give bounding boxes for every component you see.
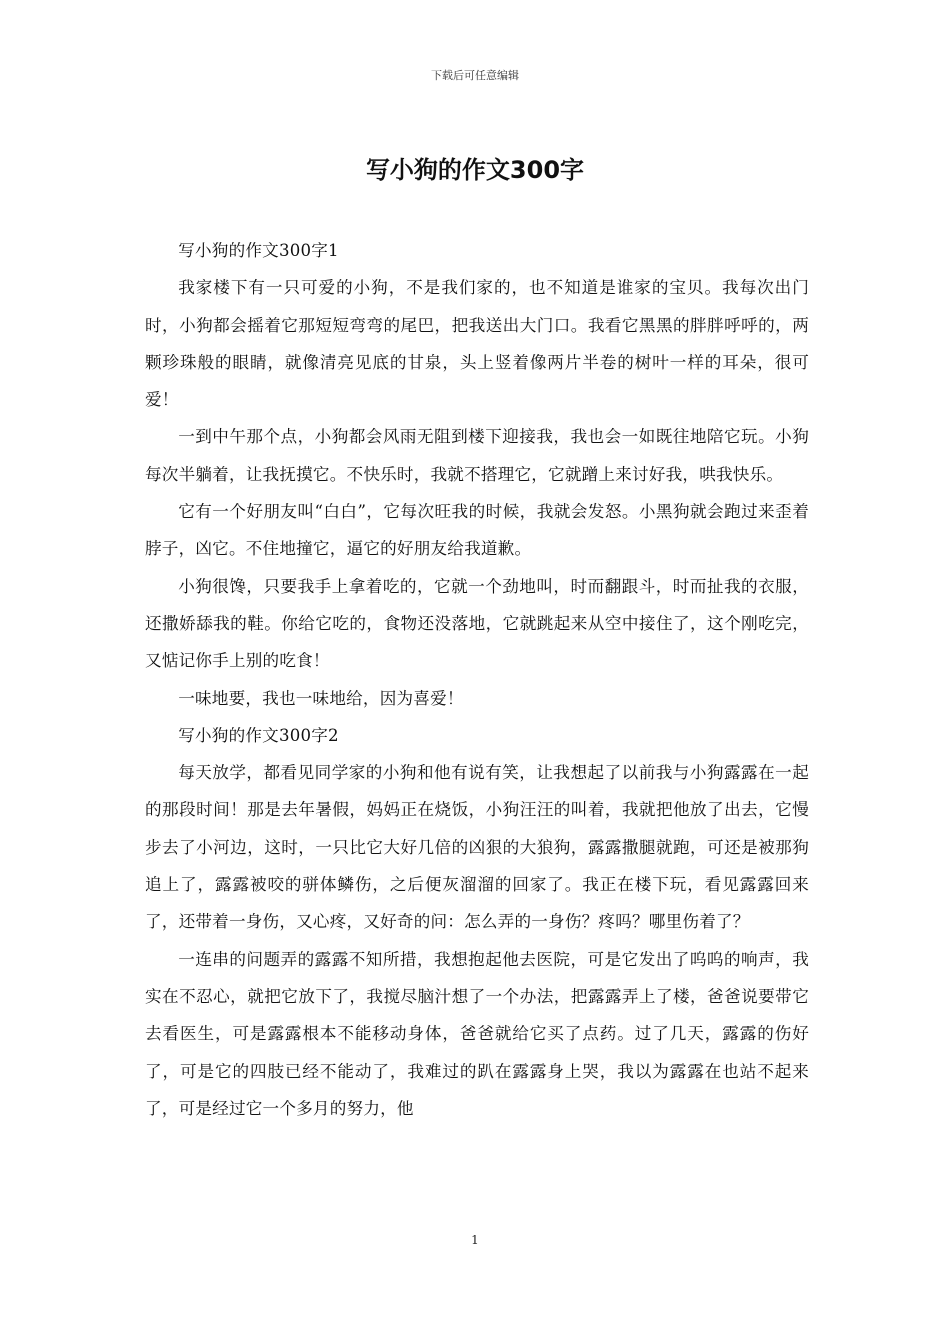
paragraph: 小狗很馋，只要我手上拿着吃的，它就一个劲地叫，时而翻跟斗，时而扯我的衣服，还撒娇舔我的鞋。你给它吃的，食物还没落地，它就跳起来从空中接住了，这个刚吃完，又惦记你手上别的吃食！: [145, 576, 809, 671]
paragraph: 每天放学，都看见同学家的小狗和他有说有笑，让我想起了以前我与小狗露露在一起的那段时间！那是去年暑假，妈妈正在烧饭，小狗汪汪的叫着，我就把他放了出去，它慢步去了小河边，这时，一只比它大好几倍的凶狠的大狼狗，露露撒腿就跑，可还是被那狗追上了，露露被咬的骈体鳞伤，之后便灰溜溜的回家了。我正在楼下玩，看见露露回来了，还带着一身伤，又心疼，又好奇的问：怎么弄的一身伤？疼吗？哪里伤着了？: [145, 763, 809, 932]
section-heading-2: 写小狗的作文300字2: [178, 725, 339, 745]
page-number: 1: [471, 1233, 479, 1247]
section-heading-1: 写小狗的作文300字1: [178, 241, 339, 260]
paragraph: 一味地要，我也一味地给，因为喜爱！: [178, 688, 464, 708]
document-title: 写小狗的作文300字: [365, 156, 585, 184]
document-body: [145, 232, 809, 1127]
header-note: 下载后可任意编辑: [431, 69, 519, 82]
paragraph: 一连串的问题弄的露露不知所措，我想抱起他去医院，可是它发出了呜呜的响声，我实在不忍心，就把它放下了，我搅尽脑汁想了一个办法，把露露弄上了楼，爸爸说要带它去看医生，可是露露根本不能移动身体，爸爸就给它买了点药。过了几天，露露的伤好了，可是它的四肢已经不能动了，我难过的趴在露露身上哭，我以为露露在也站不起来了，可是经过它一个多月的努力，他: [145, 949, 809, 1118]
paragraph: 一到中午那个点，小狗都会风雨无阻到楼下迎接我，我也会一如既往地陪它玩。小狗每次半躺着，让我抚摸它。不快乐时，我就不搭理它，它就蹭上来讨好我，哄我快乐。: [145, 427, 809, 484]
paragraph: 我家楼下有一只可爱的小狗，不是我们家的，也不知道是谁家的宝贝。我每次出门时，小狗都会摇着它那短短弯弯的尾巴，把我送出大门口。我看它黑黑的胖胖呼呼的，两颗珍珠般的眼睛，就像清亮见底的甘泉，头上竖着像两片半卷的树叶一样的耳朵，很可爱！: [145, 278, 809, 410]
paragraph: 它有一个好朋友叫“白白”，它每次旺我的时候，我就会发怒。小黑狗就会跑过来歪着脖子，凶它。不住地撞它，逼它的好朋友给我道歉。: [145, 502, 809, 559]
